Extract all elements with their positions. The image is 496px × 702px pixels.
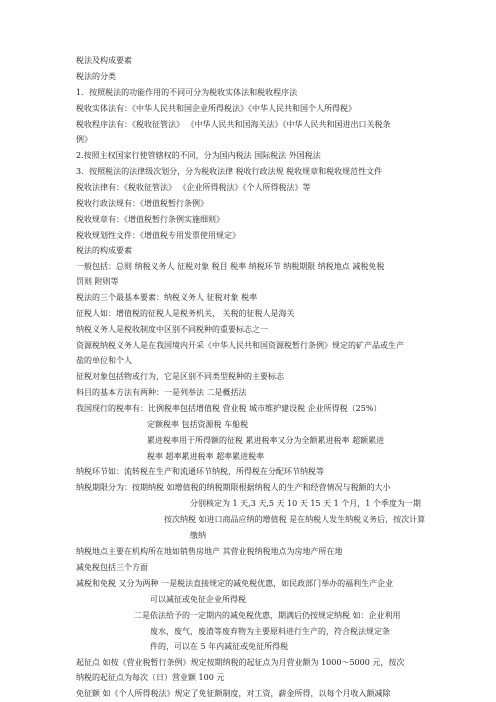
text-line: 例》	[76, 135, 92, 144]
doc-title: 税法及构成要素	[76, 56, 132, 65]
text-line: 纳税环节如：流转税在生产和流通环节纳税，所得税在分配环节纳税等	[76, 467, 324, 476]
text-line: 二是依法给予的一定期内的减免税优惠，期满后仍按规定纳税 如：企业利用	[134, 611, 401, 620]
text-line: 可以减征或免征企业所得税	[150, 595, 246, 604]
text-line: 税收行政法规有：《增值税暂行条例》	[76, 199, 208, 208]
text-line: 起征点 如按《营业税暂行条例》规定按期纳税的起征点为月营业额为 1000～5000 元，按次	[76, 658, 405, 667]
text-line: 税收规划性文件：《增值税专用发票使用规定》	[76, 231, 240, 240]
text-line: 一般包括：总则 纳税义务人 征税对象 税目 税率 纳税环节 纳税期限 纳税地点 减税免税	[76, 262, 385, 271]
text-line: 按次纳税 如进口商品应纳的增值税 是在纳税人发生纳税义务后，按次计算	[164, 515, 426, 524]
text-line: 分别核定为 1 天,3 天,5 天 10 天 15 天 1 个月，1 个季度为一期	[190, 499, 421, 508]
text-line: 废水，废气，废渣等废弃物为主要原料进行生产的，符合税法规定条	[150, 627, 390, 636]
text-line: 免征额 如《个人所得税法》规定了免征额制度，对工资，薪金所得，以每个月收入额减除	[76, 689, 391, 698]
section-heading: 税法的构成要素	[76, 246, 132, 255]
text-line: 累进税率用于所得额的征税 累进税率又分为全额累进税率 超额累进	[147, 436, 385, 445]
text-line: 税率 超率累进税率 超率累进税率	[147, 452, 265, 461]
text-line: 盐的单位和个人	[76, 356, 132, 365]
text-line: 税收实体法有：《中华人民共和国企业所得税法》《中华人民共和国个人所得税》	[76, 104, 356, 113]
text-line: 我国现行的税率有：比例税率包括增值税 营业税 城市维护建设税 企业所得税（25%）	[76, 404, 382, 413]
text-line: 税收法律有：《税收征管法》 《企业所得税法》《个人所得税法》等	[76, 183, 311, 192]
text-line: 2.按照主权国家行使管辖权的不同，分为国内税法 国际税法 外国税法	[76, 151, 321, 160]
text-line: 税收程序法有：《税收征管法》 《中华人民共和国海关法》《中华人民共和国进出口关税条	[76, 120, 391, 129]
text-line: 3．按照税法的法律级次划分，分为税收法律 税收行政法规 税收规章和税收规范性文件	[76, 167, 383, 176]
section-heading: 税法的分类	[76, 72, 116, 81]
text-line: 税法的三个最基本要素：纳税义务人 征税对象 税率	[76, 293, 258, 302]
text-line: 减免税包括三个方面	[76, 563, 148, 572]
text-line: 减税和免税 又分为两种 一是税法直接规定的减免税优惠，如民政部门举办的福利生产企业	[76, 579, 394, 588]
text-line: 定额税率 包括资源税 车船税	[147, 420, 249, 429]
text-line: 罚则 附则等	[76, 277, 119, 286]
text-line: 缴纳	[190, 531, 206, 540]
text-line: 纳税地点主要在机构所在地如销售房地产 其营业税纳税地点为房地产所在地	[76, 547, 343, 556]
text-line: 1．按照税法的功能作用的不同可分为税收实体法和税收程序法	[76, 88, 298, 97]
text-line: 纳税义务人是税收制度中区别不同税种的重要标志之一	[76, 325, 268, 334]
text-line: 征税对象包括物或行为，它是区别不同类型税种的主要标志	[76, 372, 284, 381]
text-line: 资源税纳税义务人是在我国境内开采《中华人民共和国资源税暂行条例》规定的矿产品或生产	[76, 341, 404, 350]
text-line: 件的，可以在 5 年内减征或免征所得税	[150, 642, 289, 651]
text-line: 税收规章有：《增值税暂行条例实施细则》	[76, 215, 224, 224]
text-line: 科目的基本方法有两种：一是列举法 二是概括法	[76, 388, 247, 397]
text-line: 纳税的起征点为每次（日）营业额 100 元	[76, 673, 225, 682]
text-line: 征税人如：增值税的征税人是税务机关， 关税的征税人是海关	[76, 309, 295, 318]
text-line: 纳税期限分为：按期纳税 如增值税的纳税期限根据纳税人的生产和经营情况与税额的大小	[76, 483, 391, 492]
